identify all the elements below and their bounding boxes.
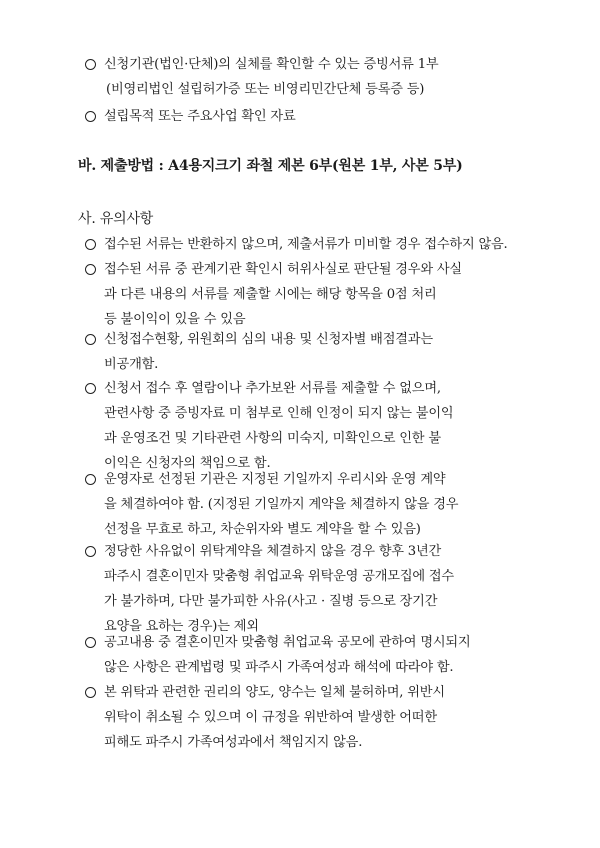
item-line: 신청서 접수 후 열람이나 추가보완 서류를 제출할 수 없으며, — [104, 381, 441, 396]
item-line: 과 운영조건 및 기타관련 사항의 미숙지, 미확인으로 인한 불 — [104, 431, 441, 446]
list-item — [85, 630, 471, 680]
item-line: 접수된 서류 중 관계기관 확인시 허위사실로 판단될 경우와 사실 — [104, 262, 462, 277]
circle-bullet-icon — [85, 687, 96, 698]
circle-bullet-icon — [85, 383, 96, 394]
item-line: 본 위탁과 관련한 권리의 양도, 양수는 일체 불허하며, 위반시 — [104, 685, 445, 700]
item-line: (비영리법인 설립허가증 또는 비영리민간단체 등록증 등) — [106, 82, 425, 97]
list-item — [85, 327, 433, 377]
circle-bullet-icon — [85, 637, 96, 648]
circle-bullet-icon — [85, 239, 96, 250]
list-item — [85, 232, 508, 257]
item-line: 을 체결하여야 함. (지정된 기일까지 계약을 체결하지 않을 경우 — [104, 497, 459, 512]
item-line: 선정을 무효로 하고, 차순위자와 별도 계약을 할 수 있음) — [104, 522, 421, 537]
item-line: 위탁이 취소될 수 있으며 이 규정을 위반하여 발생한 어떠한 — [104, 710, 437, 725]
list-item — [85, 257, 462, 332]
list-item — [85, 376, 453, 476]
item-line: 신청기관(법인·단체)의 실체를 확인할 수 있는 증빙서류 1부 — [104, 57, 439, 72]
item-line: 공고내용 중 결혼이민자 맞춤형 취업교육 공모에 관하여 명시되지 — [104, 635, 471, 650]
item-line: 않은 사항은 관계법령 및 파주시 가족여성과 해석에 따라야 함. — [104, 660, 454, 675]
item-line: 설립목적 또는 주요사업 확인 자료 — [104, 109, 296, 124]
item-line: 접수된 서류는 반환하지 않으며, 제출서류가 미비할 경우 접수하지 않음. — [104, 237, 508, 252]
item-line: 등 불이익이 있을 수 있음 — [104, 312, 246, 327]
list-item — [85, 104, 296, 129]
item-line: 신청접수현황, 위원회의 심의 내용 및 신청자별 배점결과는 — [104, 332, 433, 347]
item-line: 가 불가하며, 다만 불가피한 사유(사고 · 질병 등으로 장기간 — [104, 594, 438, 609]
circle-bullet-icon — [85, 334, 96, 345]
circle-bullet-icon — [85, 111, 96, 122]
item-line: 요양을 요하는 경우)는 제외 — [104, 619, 259, 634]
item-line: 비공개함. — [104, 357, 159, 372]
section-heading-submission-method: 바. 제출방법 : A4용지크기 좌철 제본 6부(원본 1부, 사본 5부) — [78, 158, 463, 174]
circle-bullet-icon — [85, 264, 96, 275]
item-line: 파주시 결혼이민자 맞춤형 취업교육 위탁운영 공개모집에 접수 — [104, 569, 454, 584]
list-item — [85, 52, 438, 102]
circle-bullet-icon — [85, 546, 96, 557]
circle-bullet-icon — [85, 474, 96, 485]
circle-bullet-icon — [85, 59, 96, 70]
item-line: 운영자로 선정된 기관은 지정된 기일까지 우리시와 운영 계약 — [104, 472, 446, 487]
item-line: 관련사항 중 증빙자료 미 첨부로 인해 인정이 되지 않는 불이익 — [104, 406, 454, 421]
item-line: 피해도 파주시 가족여성과에서 책임지지 않음. — [104, 735, 363, 750]
section-heading-notes: 사. 유의사항 — [78, 211, 154, 227]
item-line: 이익은 신청자의 책임으로 함. — [104, 456, 271, 471]
list-item — [85, 539, 454, 639]
list-item — [85, 467, 458, 542]
item-line: 과 다른 내용의 서류를 제출할 시에는 해당 항목을 0점 처리 — [104, 287, 437, 302]
list-item — [85, 680, 445, 755]
item-line: 정당한 사유없이 위탁계약을 체결하지 않을 경우 향후 3년간 — [104, 544, 442, 559]
